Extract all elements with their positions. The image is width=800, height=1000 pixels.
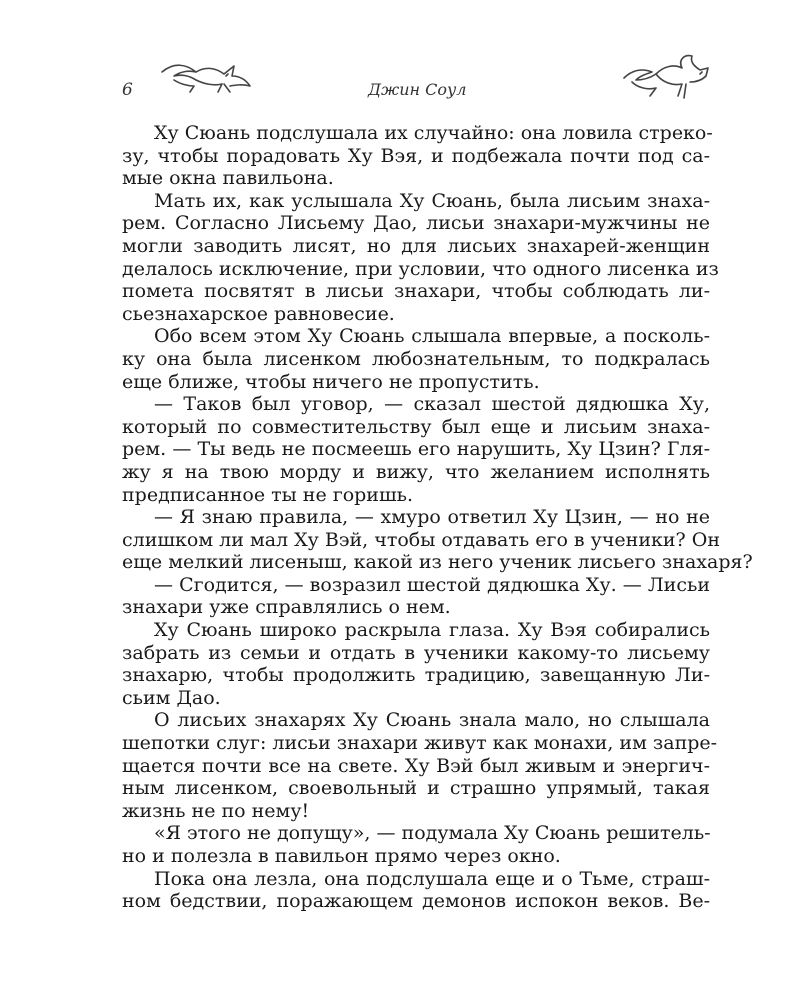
text-line: Ху Сюань широко раскрыла глаза. Ху Вэя собирались (154, 619, 710, 642)
text-line: жу я на твою морду и вижу, что желанием исполнять (122, 460, 710, 483)
text-line: ным лисенком, своевольный и страшно упрямый, такая (122, 777, 710, 800)
text-line: — Сгодится, — возразил шестой дядюшка Ху. — Лисьи (154, 573, 710, 596)
text-line: еще мелкий лисеныш, какой из него ученик лисьего знахаря? (122, 551, 753, 574)
text-line: сьим Дао. (122, 686, 221, 709)
text-line: О лисьих знахарях Ху Сюань знала мало, но слышала (154, 709, 710, 732)
text-line: но и полезла в павильон прямо через окно. (122, 845, 561, 867)
fox-ornament-right-icon (622, 52, 714, 102)
text-line: щается почти все на свете. Ху Вэй был живым и энергич- (122, 754, 710, 777)
text-line: еще ближе, чтобы ничего не пропустить. (122, 370, 540, 393)
text-line: знахарю, чтобы продолжить традицию, завещанную Ли- (122, 664, 710, 687)
text-line: «Я этого не допущу», — подумала Ху Сюань решитель- (154, 822, 711, 845)
text-line: Мать их, как услышала Ху Сюань, была лисьим знаха- (154, 189, 710, 212)
page-header (0, 0, 800, 120)
fox-ornament-left-icon (160, 52, 252, 94)
text-line: — Я знаю правила, — хмуро ответил Ху Цзин, — но не (154, 506, 710, 529)
running-title: Джин Соул (368, 80, 467, 99)
text-line: Обо всем этом Ху Сюань слышала впервые, а посколь- (154, 325, 710, 348)
text-line: предписанное ты не горишь. (122, 483, 414, 506)
text-line: который по совместительству был еще и лисьим знаха- (122, 415, 710, 438)
text-line: сьезнахарское равновесие. (122, 302, 395, 325)
body-text (122, 122, 753, 913)
text-line: Ху Сюань подслушала их случайно: она ловила стреко- (154, 122, 713, 144)
text-line: — Таков был уговор, — сказал шестой дядюшка Ху, (154, 393, 710, 416)
text-line: шепотки слуг: лисьи знахари живут как монахи, им запре- (122, 732, 718, 755)
text-line: рем. — Ты ведь не посмеешь его нарушить, Ху Цзин? Гля- (122, 438, 710, 461)
text-line: мые окна павильона. (122, 167, 334, 190)
text-line: слишком ли мал Ху Вэй, чтобы отдавать его в ученики? Он (122, 528, 720, 551)
page-number: 6 (122, 80, 133, 100)
text-line: рем. Согласно Лисьему Дао, лисьи знахари-мужчины не (122, 212, 710, 235)
text-line: забрать из семьи и отдать в ученики какому-то лисьему (122, 641, 710, 664)
text-line: могли заводить лисят, но для лисьих знахарей-женщин (122, 234, 710, 257)
text-line: помета посвятят в лисьи знахари, чтобы соблюдать ли- (122, 280, 710, 303)
text-line: Пока она лезла, она подслушала еще и о Тьме, страш- (154, 867, 710, 890)
text-line: зу, чтобы порадовать Ху Вэя, и подбежала почти под са- (122, 144, 710, 167)
text-line: делалось исключение, при условии, что одного лисенка из (122, 257, 719, 280)
text-line: ном бедствии, поражающем демонов испокон веков. Ве- (122, 890, 710, 913)
text-line: жизнь не по нему! (122, 799, 310, 822)
text-line: знахари уже справлялись о нем. (122, 596, 451, 619)
text-line: ку она была лисенком любознательным, то подкралась (122, 347, 710, 370)
